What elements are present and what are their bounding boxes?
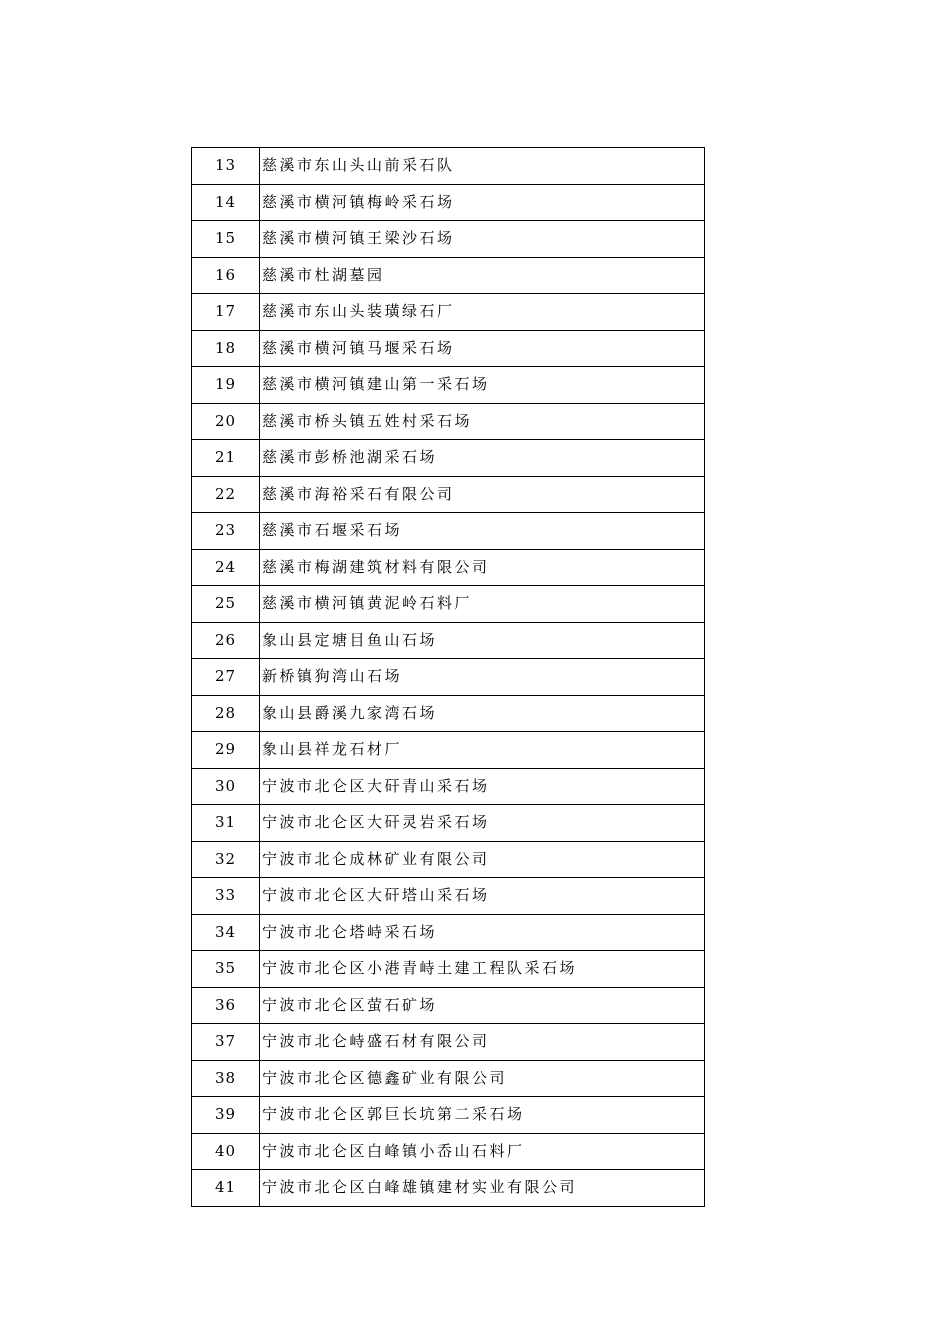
row-number: 28 <box>192 695 260 732</box>
row-number: 20 <box>192 403 260 440</box>
table-row <box>192 1097 705 1134</box>
row-number: 35 <box>192 951 260 988</box>
table-row <box>192 513 705 550</box>
row-number: 22 <box>192 476 260 513</box>
row-name: 宁波市北仑区白峰雄镇建材实业有限公司 <box>260 1170 705 1207</box>
table-row <box>192 294 705 331</box>
row-name: 慈溪市桥头镇五姓村采石场 <box>260 403 705 440</box>
table-row <box>192 951 705 988</box>
row-number: 18 <box>192 330 260 367</box>
table-row <box>192 184 705 221</box>
row-name: 慈溪市横河镇马堰采石场 <box>260 330 705 367</box>
row-name: 象山县定塘目鱼山石场 <box>260 622 705 659</box>
table-row <box>192 549 705 586</box>
row-number: 13 <box>192 148 260 185</box>
table-row <box>192 1170 705 1207</box>
table-row <box>192 221 705 258</box>
row-name: 慈溪市横河镇黄泥岭石料厂 <box>260 586 705 623</box>
row-name: 宁波市北仑成林矿业有限公司 <box>260 841 705 878</box>
table-row <box>192 367 705 404</box>
table-row <box>192 440 705 477</box>
row-name: 宁波市北仑区大矸青山采石场 <box>260 768 705 805</box>
row-name: 宁波市北仑区大矸塔山采石场 <box>260 878 705 915</box>
row-number: 23 <box>192 513 260 550</box>
row-name: 宁波市北仑峙盛石材有限公司 <box>260 1024 705 1061</box>
row-name: 象山县爵溪九家湾石场 <box>260 695 705 732</box>
row-number: 38 <box>192 1060 260 1097</box>
row-name: 宁波市北仑塔峙采石场 <box>260 914 705 951</box>
row-name: 慈溪市横河镇建山第一采石场 <box>260 367 705 404</box>
row-number: 36 <box>192 987 260 1024</box>
table-body <box>192 148 705 1207</box>
row-number: 37 <box>192 1024 260 1061</box>
table-row <box>192 586 705 623</box>
row-name: 象山县祥龙石材厂 <box>260 732 705 769</box>
table-row <box>192 878 705 915</box>
row-number: 41 <box>192 1170 260 1207</box>
row-number: 29 <box>192 732 260 769</box>
row-name: 慈溪市东山头山前采石队 <box>260 148 705 185</box>
row-name: 宁波市北仑区萤石矿场 <box>260 987 705 1024</box>
row-name: 慈溪市横河镇王梁沙石场 <box>260 221 705 258</box>
row-name: 宁波市北仑区大矸灵岩采石场 <box>260 805 705 842</box>
table-row <box>192 622 705 659</box>
table-row <box>192 257 705 294</box>
row-name: 宁波市北仑区郭巨长坑第二采石场 <box>260 1097 705 1134</box>
table-row <box>192 403 705 440</box>
table-row <box>192 805 705 842</box>
row-number: 30 <box>192 768 260 805</box>
row-number: 33 <box>192 878 260 915</box>
row-name: 慈溪市东山头装璜绿石厂 <box>260 294 705 331</box>
row-name: 宁波市北仑区白峰镇小岙山石料厂 <box>260 1133 705 1170</box>
row-number: 19 <box>192 367 260 404</box>
row-name: 慈溪市彭桥池湖采石场 <box>260 440 705 477</box>
row-number: 31 <box>192 805 260 842</box>
table-row <box>192 695 705 732</box>
table-row <box>192 148 705 185</box>
row-number: 26 <box>192 622 260 659</box>
table-row <box>192 732 705 769</box>
table-row <box>192 659 705 696</box>
row-name: 慈溪市横河镇梅岭采石场 <box>260 184 705 221</box>
table-row <box>192 476 705 513</box>
row-name: 慈溪市海裕采石有限公司 <box>260 476 705 513</box>
row-number: 32 <box>192 841 260 878</box>
row-number: 39 <box>192 1097 260 1134</box>
table-row <box>192 768 705 805</box>
row-number: 21 <box>192 440 260 477</box>
row-number: 14 <box>192 184 260 221</box>
row-number: 15 <box>192 221 260 258</box>
table-row <box>192 914 705 951</box>
row-number: 17 <box>192 294 260 331</box>
table-row <box>192 1133 705 1170</box>
row-name: 慈溪市石堰采石场 <box>260 513 705 550</box>
table-row <box>192 1060 705 1097</box>
table-row <box>192 841 705 878</box>
quarry-list-table <box>191 147 705 1207</box>
table-row <box>192 987 705 1024</box>
row-number: 34 <box>192 914 260 951</box>
row-name: 慈溪市杜湖墓园 <box>260 257 705 294</box>
row-number: 40 <box>192 1133 260 1170</box>
row-number: 24 <box>192 549 260 586</box>
table-row <box>192 1024 705 1061</box>
row-name: 宁波市北仑区德鑫矿业有限公司 <box>260 1060 705 1097</box>
row-number: 16 <box>192 257 260 294</box>
table-row <box>192 330 705 367</box>
row-number: 27 <box>192 659 260 696</box>
row-number: 25 <box>192 586 260 623</box>
row-name: 宁波市北仑区小港青峙土建工程队采石场 <box>260 951 705 988</box>
row-name: 慈溪市梅湖建筑材料有限公司 <box>260 549 705 586</box>
row-name: 新桥镇狗湾山石场 <box>260 659 705 696</box>
